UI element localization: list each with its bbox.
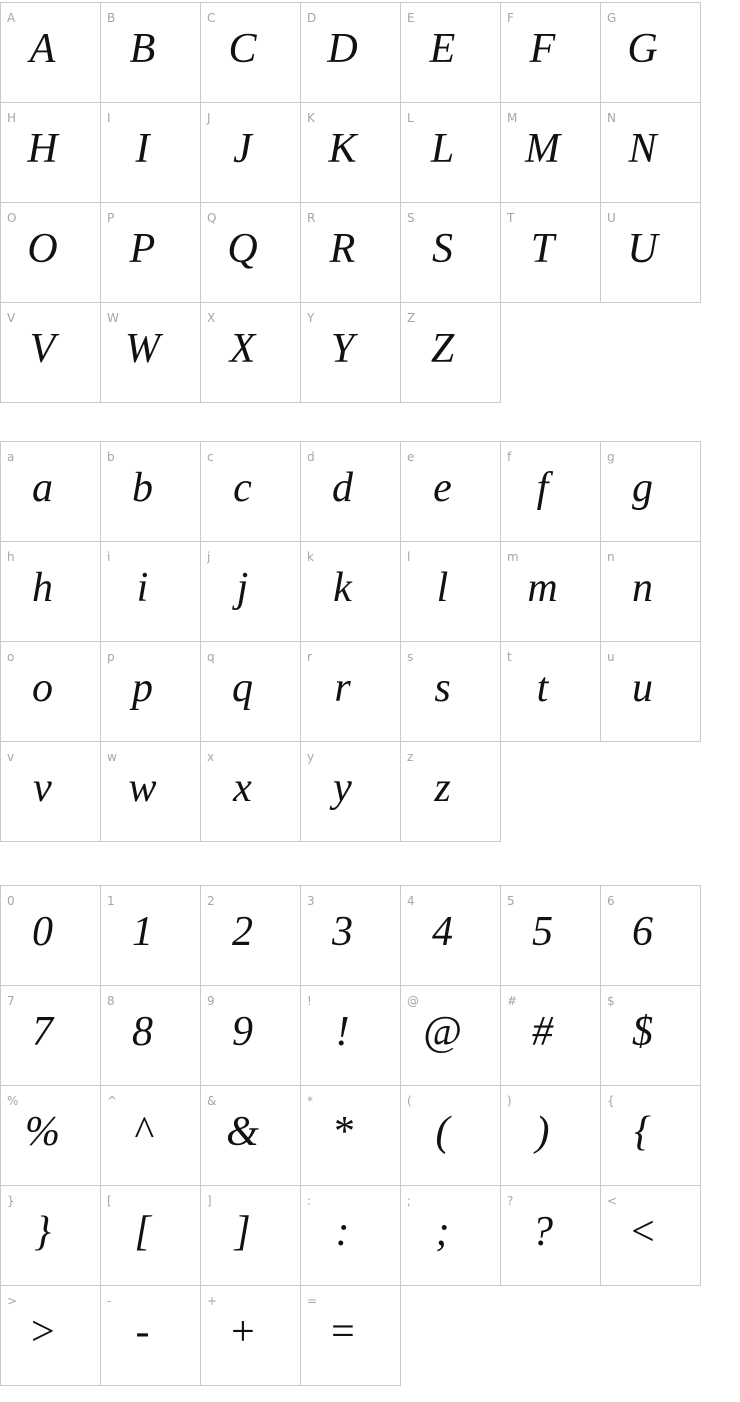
char-code-label: 0 <box>7 894 15 908</box>
digits-and-symbols-grid <box>0 885 701 1386</box>
char-glyph: < <box>628 1208 657 1255</box>
char-glyph: F <box>529 25 556 72</box>
char-cell <box>501 1186 601 1286</box>
char-cell <box>1 303 101 403</box>
char-glyph: n <box>632 564 653 611</box>
char-glyph: h <box>32 564 53 611</box>
char-cell <box>501 886 601 986</box>
char-code-label: r <box>307 650 312 664</box>
char-glyph: O <box>27 225 58 272</box>
char-glyph: + <box>228 1308 257 1355</box>
char-cell <box>401 642 501 742</box>
char-cell <box>201 442 301 542</box>
char-glyph: = <box>328 1308 357 1355</box>
char-cell <box>301 3 401 103</box>
font-character-map-page <box>0 2 740 1386</box>
char-cell <box>601 103 701 203</box>
char-cell <box>201 303 301 403</box>
char-cell <box>1 203 101 303</box>
char-cell <box>401 986 501 1086</box>
char-cell <box>301 886 401 986</box>
char-code-label: w <box>107 750 117 764</box>
char-cell <box>201 1286 301 1386</box>
uppercase-letters-grid <box>0 2 701 403</box>
char-glyph: g <box>632 464 653 511</box>
char-cell <box>601 3 701 103</box>
char-code-label: u <box>607 650 615 664</box>
char-code-label: J <box>207 111 211 125</box>
char-code-label: R <box>307 211 316 225</box>
char-glyph: - <box>135 1308 150 1355</box>
char-cell <box>1 1286 101 1386</box>
char-code-label: E <box>407 11 415 25</box>
char-code-label: p <box>107 650 115 664</box>
char-cell <box>1 1086 101 1186</box>
char-glyph: M <box>525 125 560 172</box>
char-code-label: h <box>7 550 15 564</box>
char-cell <box>101 986 201 1086</box>
char-code-label: Y <box>307 311 315 325</box>
char-code-label: S <box>407 211 415 225</box>
char-glyph: G <box>627 25 658 72</box>
char-code-label: y <box>307 750 315 764</box>
char-glyph: i <box>136 564 149 611</box>
char-code-label: F <box>507 11 514 25</box>
char-code-label: D <box>307 11 317 25</box>
char-code-label: G <box>607 11 617 25</box>
char-glyph: 0 <box>32 908 53 955</box>
char-code-label: A <box>7 11 16 25</box>
char-code-label: T <box>507 211 515 225</box>
char-glyph: T <box>530 225 555 272</box>
char-code-label: d <box>307 450 315 464</box>
char-glyph: c <box>233 464 252 511</box>
char-cell <box>301 1286 401 1386</box>
char-glyph: k <box>333 564 352 611</box>
char-code-label: - <box>107 1294 112 1308</box>
char-glyph: e <box>433 464 452 511</box>
char-glyph: s <box>434 664 451 711</box>
char-code-label: s <box>407 650 414 664</box>
char-cell <box>301 103 401 203</box>
char-glyph: ? <box>532 1208 553 1255</box>
char-code-label: V <box>7 311 16 325</box>
char-cell <box>301 986 401 1086</box>
char-cell <box>101 103 201 203</box>
char-cell <box>301 442 401 542</box>
char-cell <box>501 203 601 303</box>
grid-row <box>1 442 701 542</box>
char-code-label: 4 <box>407 894 415 908</box>
grid-row <box>1 303 701 403</box>
char-code-label: 8 <box>107 994 115 1008</box>
char-code-label: ! <box>307 994 312 1008</box>
char-code-label: g <box>607 450 615 464</box>
char-cell <box>1 3 101 103</box>
char-cell <box>201 742 301 842</box>
char-code-label: > <box>7 1294 18 1308</box>
grid-row <box>1 742 701 842</box>
char-code-label: X <box>207 311 216 325</box>
char-code-label: < <box>607 1194 618 1208</box>
char-cell <box>101 886 201 986</box>
char-cell <box>401 1086 501 1186</box>
char-glyph: t <box>536 664 549 711</box>
char-code-label: x <box>207 750 215 764</box>
char-code-label: 2 <box>207 894 215 908</box>
char-cell <box>101 3 201 103</box>
char-cell <box>501 3 601 103</box>
char-cell <box>101 1286 201 1386</box>
char-code-label: ( <box>407 1094 412 1108</box>
char-glyph: S <box>432 225 453 272</box>
char-glyph: v <box>33 764 52 811</box>
char-code-label: 1 <box>107 894 115 908</box>
char-code-label: W <box>107 311 119 325</box>
char-glyph: 6 <box>632 908 653 955</box>
char-glyph: 7 <box>32 1008 53 1055</box>
char-glyph: C <box>228 25 257 72</box>
char-glyph: 3 <box>332 908 353 955</box>
char-glyph: N <box>628 125 657 172</box>
char-cell <box>201 103 301 203</box>
char-glyph: Q <box>227 225 258 272</box>
char-glyph: * <box>332 1108 353 1155</box>
char-code-label: I <box>107 111 111 125</box>
char-cell <box>101 203 201 303</box>
grid-row <box>1 986 701 1086</box>
char-glyph: > <box>28 1308 57 1355</box>
char-glyph: Y <box>330 325 355 372</box>
char-cell <box>1 442 101 542</box>
char-code-label: Q <box>207 211 217 225</box>
char-code-label: 5 <box>507 894 515 908</box>
char-code-label: U <box>607 211 616 225</box>
char-code-label: q <box>207 650 215 664</box>
char-glyph: 8 <box>132 1008 153 1055</box>
char-code-label: O <box>7 211 17 225</box>
char-cell <box>301 203 401 303</box>
char-code-label: ) <box>507 1094 512 1108</box>
char-glyph: & <box>226 1108 259 1155</box>
char-code-label: { <box>607 1094 615 1108</box>
char-cell <box>401 442 501 542</box>
char-glyph: W <box>125 325 160 372</box>
char-code-label: L <box>407 111 414 125</box>
char-code-label: t <box>507 650 512 664</box>
char-code-label: Z <box>407 311 416 325</box>
char-cell <box>601 542 701 642</box>
char-glyph: ^ <box>133 1108 152 1155</box>
char-glyph: I <box>135 125 150 172</box>
char-code-label: # <box>507 994 518 1008</box>
char-glyph: B <box>129 25 156 72</box>
char-glyph: y <box>333 764 352 811</box>
char-glyph: X <box>229 325 256 372</box>
char-code-label: M <box>507 111 518 125</box>
char-glyph: 5 <box>532 908 553 955</box>
char-code-label: e <box>407 450 415 464</box>
char-glyph: ( <box>435 1108 450 1155</box>
char-cell <box>201 3 301 103</box>
char-code-label: + <box>207 1294 218 1308</box>
grid-row <box>1 1286 701 1386</box>
char-code-label: b <box>107 450 115 464</box>
char-glyph: D <box>327 25 358 72</box>
char-code-label: } <box>7 1194 15 1208</box>
char-cell <box>201 542 301 642</box>
char-glyph: ! <box>335 1008 350 1055</box>
char-cell <box>201 986 301 1086</box>
char-cell <box>101 1186 201 1286</box>
char-cell <box>501 1086 601 1186</box>
char-glyph: r <box>334 664 351 711</box>
char-cell <box>401 103 501 203</box>
char-cell <box>201 642 301 742</box>
char-glyph: # <box>532 1008 553 1055</box>
char-code-label: 6 <box>607 894 615 908</box>
char-glyph: L <box>430 125 455 172</box>
char-glyph: P <box>129 225 156 272</box>
grid-row <box>1 3 701 103</box>
char-code-label: * <box>307 1094 313 1108</box>
char-cell <box>501 103 601 203</box>
char-cell <box>601 1086 701 1186</box>
char-glyph: ; <box>435 1208 450 1255</box>
char-cell <box>401 542 501 642</box>
char-code-label: B <box>107 11 116 25</box>
char-code-label: z <box>407 750 414 764</box>
char-code-label: % <box>7 1094 19 1108</box>
char-code-label: a <box>7 450 15 464</box>
char-glyph: d <box>332 464 353 511</box>
char-glyph: f <box>536 464 549 511</box>
char-cell <box>301 742 401 842</box>
char-cell <box>401 203 501 303</box>
char-cell <box>501 542 601 642</box>
char-cell <box>401 886 501 986</box>
char-glyph: a <box>32 464 53 511</box>
char-cell <box>401 3 501 103</box>
char-cell <box>501 442 601 542</box>
char-cell <box>301 303 401 403</box>
grid-row <box>1 642 701 742</box>
char-code-label: i <box>107 550 111 564</box>
char-code-label: ^ <box>107 1094 118 1108</box>
char-cell <box>1 103 101 203</box>
char-code-label: v <box>7 750 15 764</box>
char-cell <box>601 203 701 303</box>
char-cell <box>301 1086 401 1186</box>
char-glyph: K <box>328 125 357 172</box>
char-code-label: $ <box>607 994 615 1008</box>
char-code-label: j <box>207 550 211 564</box>
char-cell <box>1 542 101 642</box>
char-cell <box>501 642 601 742</box>
char-glyph: q <box>232 664 253 711</box>
char-glyph: ) <box>535 1108 550 1155</box>
char-glyph: 1 <box>132 908 153 955</box>
char-cell <box>1 886 101 986</box>
char-cell <box>101 303 201 403</box>
char-glyph: J <box>233 125 252 172</box>
char-glyph: U <box>627 225 658 272</box>
char-glyph: : <box>335 1208 350 1255</box>
grid-row <box>1 542 701 642</box>
char-cell <box>401 742 501 842</box>
char-cell <box>101 742 201 842</box>
char-cell <box>601 886 701 986</box>
char-cell <box>601 1186 701 1286</box>
char-glyph: m <box>527 564 558 611</box>
char-cell <box>201 886 301 986</box>
char-code-label: C <box>207 11 216 25</box>
char-cell <box>101 442 201 542</box>
char-glyph: { <box>634 1108 651 1155</box>
char-code-label: n <box>607 550 615 564</box>
char-cell <box>101 542 201 642</box>
char-glyph: b <box>132 464 153 511</box>
char-code-label: f <box>507 450 512 464</box>
char-glyph: Z <box>430 325 455 372</box>
char-glyph: w <box>128 764 157 811</box>
char-cell <box>301 542 401 642</box>
char-glyph: ] <box>234 1208 251 1255</box>
char-cell <box>101 1086 201 1186</box>
char-glyph: @ <box>423 1008 462 1055</box>
char-glyph: % <box>25 1108 60 1155</box>
char-cell <box>601 442 701 542</box>
char-code-label: k <box>307 550 314 564</box>
char-cell <box>601 986 701 1086</box>
char-glyph: p <box>132 664 153 711</box>
char-cell <box>401 303 501 403</box>
char-code-label: o <box>7 650 15 664</box>
char-glyph: 2 <box>232 908 253 955</box>
char-code-label: & <box>207 1094 217 1108</box>
char-code-label: H <box>7 111 17 125</box>
char-glyph: o <box>32 664 53 711</box>
char-cell <box>101 642 201 742</box>
char-cell <box>1 642 101 742</box>
char-code-label: 7 <box>7 994 15 1008</box>
char-code-label: N <box>607 111 616 125</box>
char-code-label: 3 <box>307 894 315 908</box>
char-glyph: E <box>429 25 456 72</box>
char-code-label: [ <box>107 1194 112 1208</box>
char-glyph: l <box>436 564 449 611</box>
char-cell <box>201 1086 301 1186</box>
char-glyph: A <box>29 25 56 72</box>
char-glyph: 9 <box>232 1008 253 1055</box>
char-cell <box>1 986 101 1086</box>
char-glyph: $ <box>632 1008 653 1055</box>
char-code-label: = <box>307 1294 318 1308</box>
char-code-label: : <box>307 1194 312 1208</box>
char-code-label: K <box>307 111 315 125</box>
char-glyph: } <box>34 1208 51 1255</box>
char-code-label: P <box>107 211 115 225</box>
char-glyph: j <box>236 564 249 611</box>
char-code-label: m <box>507 550 519 564</box>
char-code-label: ; <box>407 1194 412 1208</box>
char-glyph: 4 <box>432 908 453 955</box>
grid-row <box>1 1186 701 1286</box>
char-cell <box>1 1186 101 1286</box>
char-code-label: 9 <box>207 994 215 1008</box>
char-code-label: l <box>407 550 411 564</box>
char-code-label: ] <box>207 1194 212 1208</box>
char-code-label: c <box>207 450 214 464</box>
lowercase-letters-grid <box>0 441 701 842</box>
grid-row <box>1 203 701 303</box>
char-cell <box>201 1186 301 1286</box>
char-cell <box>301 642 401 742</box>
char-glyph: x <box>233 764 252 811</box>
char-glyph: R <box>329 225 356 272</box>
char-code-label: @ <box>407 994 419 1008</box>
char-glyph: [ <box>134 1208 151 1255</box>
grid-row <box>1 103 701 203</box>
char-cell <box>301 1186 401 1286</box>
char-cell <box>401 1186 501 1286</box>
char-cell <box>201 203 301 303</box>
char-glyph: u <box>632 664 653 711</box>
grid-row <box>1 1086 701 1186</box>
char-glyph: z <box>434 764 451 811</box>
char-cell <box>601 642 701 742</box>
char-glyph: V <box>29 325 56 372</box>
grid-row <box>1 886 701 986</box>
char-code-label: ? <box>507 1194 514 1208</box>
char-cell <box>1 742 101 842</box>
char-cell <box>501 986 601 1086</box>
char-glyph: H <box>27 125 58 172</box>
